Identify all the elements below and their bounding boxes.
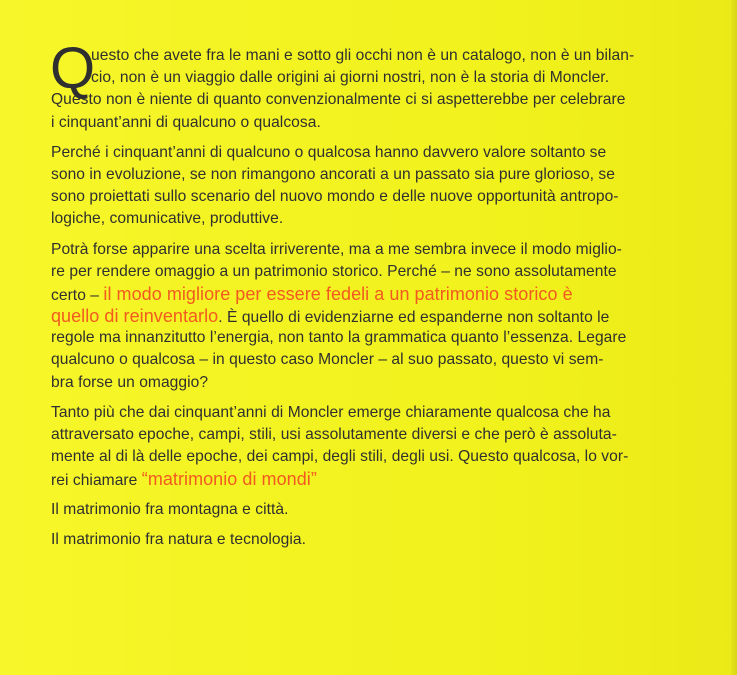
text-line: bra forse un omaggio? — [51, 373, 209, 391]
text-line: Il matrimonio fra natura e tecnologia. — [51, 530, 306, 548]
paragraph-gap — [51, 521, 716, 529]
highlighted-phrase: quello di reinventarlo — [51, 306, 219, 327]
text-line: Tanto più che dai cinquant’anni di Moncler emerge chiaramente qualcosa che ha — [51, 403, 611, 421]
text-line: sono proiettati sullo scenario del nuovo mondo e delle nuove opportunità antropo- — [51, 188, 619, 206]
text-line: i cinquant’anni di qualcuno o qualcosa. — [51, 113, 321, 131]
paragraph-gap — [51, 134, 716, 142]
text-line: re per rendere omaggio a un patrimonio storico. Perché – ne sono assolutamente — [51, 262, 617, 280]
text-line: attraversato epoche, campi, stili, usi assolutamente diversi e che però è assoluta- — [51, 426, 617, 443]
text-line: cio, non è un viaggio dalle origini ai giorni nostri, non è la storia di Moncler. — [91, 69, 610, 87]
paragraph-gap — [51, 394, 716, 402]
page-edge-shadow — [731, 0, 737, 675]
text-line: uesto che avete fra le mani e sotto gli occhi non è un catalogo, non è un bilan- — [91, 47, 635, 64]
paragraph-gap — [51, 491, 716, 499]
text-line-with-highlight — [51, 468, 716, 490]
text-line: Il matrimonio fra montagna e città. — [51, 500, 289, 518]
highlighted-phrase: “matrimonio di mondi” — [141, 469, 317, 490]
text-line-with-highlight — [51, 305, 716, 327]
text-line: Perché i cinquant’anni di qualcuno o qualcosa hanno davvero valore soltanto se — [51, 143, 607, 161]
text-segment: certo – — [51, 286, 104, 304]
highlighted-phrase: il modo migliore per essere fedeli a un patrimonio storico è — [103, 283, 573, 304]
text-line: logiche, comunicative, produttive. — [51, 210, 284, 228]
text-line: sono in evoluzione, se non rimangono ancorati a un passato sia pure glorioso, se — [51, 165, 615, 183]
text-line: Potrà forse apparire una scelta irriverente, ma a me sembra invece il modo miglio- — [51, 240, 622, 258]
text-line: mente al di là delle epoche, dei campi, degli stili, degli usi. Questo qualcosa, lo vor- — [51, 448, 629, 466]
text-line: qualcuno o qualcosa – in questo caso Moncler – al suo passato, questo vi sem- — [51, 351, 604, 369]
text-segment: rei chiamare — [51, 472, 142, 490]
essay-text — [51, 45, 716, 551]
paragraph-gap — [51, 231, 716, 239]
text-line: regole ma innanzitutto l’energia, non tanto la grammatica quanto l’essenza. Legare — [51, 329, 627, 347]
drop-cap: Q — [50, 36, 96, 101]
text-line-with-highlight — [51, 283, 716, 305]
text-line: Questo non è niente di quanto convenzionalmente ci si aspetterebbe per celebrare — [51, 91, 626, 109]
text-segment: . È quello di evidenziarne ed espanderne non soltanto le — [218, 309, 610, 327]
